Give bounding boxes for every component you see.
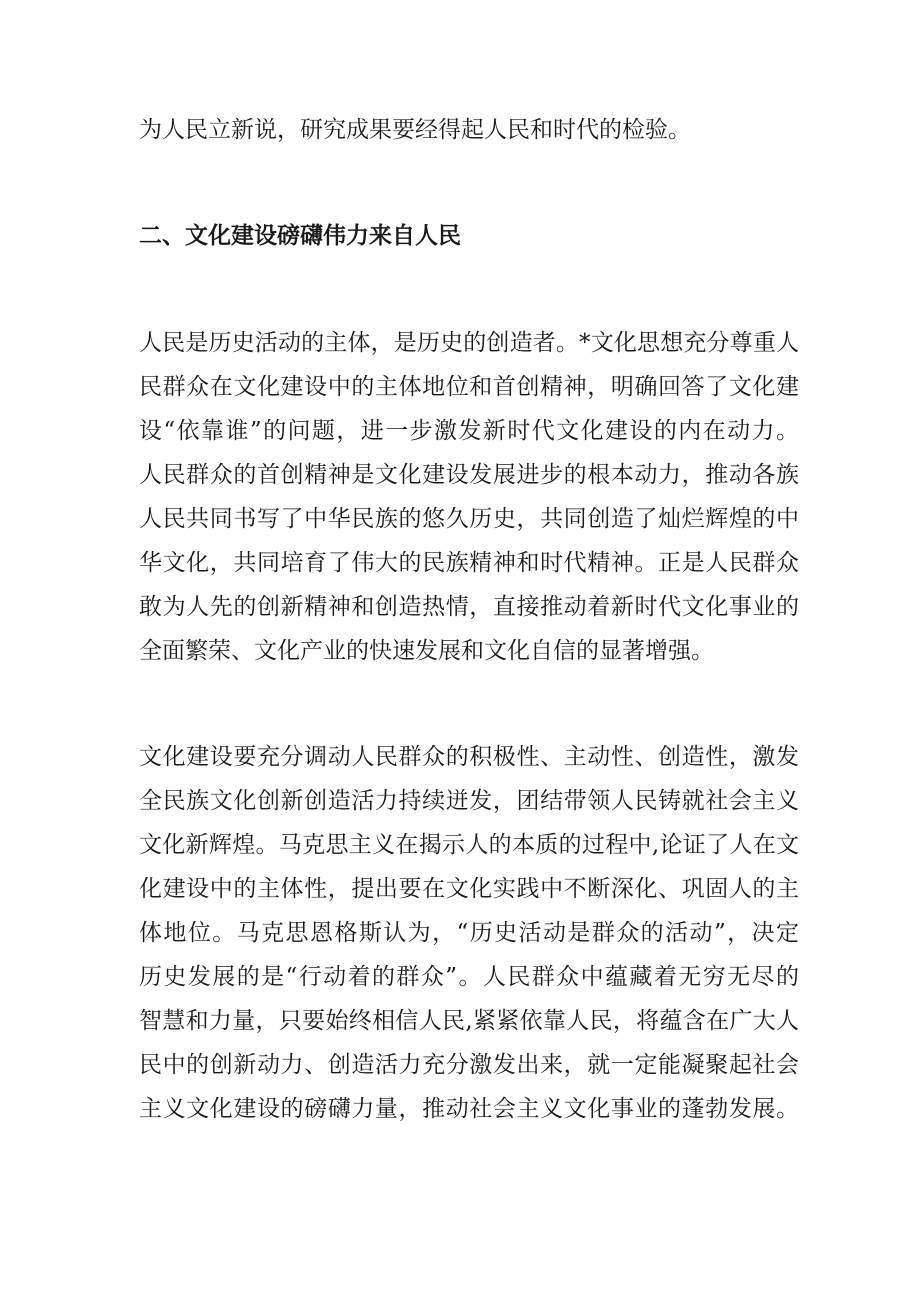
paragraph-line: 体地位。马克思恩格斯认为，“历史活动是群众的活动”，决定 (139, 920, 799, 946)
paragraph-line: 历史发展的是“行动着的群众”。人民群众中蕴藏着无穷无尽的 (139, 964, 799, 990)
paragraph-line: 主义文化建设的磅礴力量，推动社会主义文化事业的蓬勃发展。 (139, 1096, 799, 1122)
paragraph-line: 人民共同书写了中华民族的悠久历史，共同创造了灿烂辉煌的中 (139, 506, 799, 532)
paragraph-line: 民群众在文化建设中的主体地位和首创精神，明确回答了文化建 (139, 374, 799, 400)
paragraph-line: 全面繁荣、文化产业的快速发展和文化自信的显著增强。 (139, 638, 714, 664)
paragraph-line: 化建设中的主体性，提出要在文化实践中不断深化、巩固人的主 (139, 876, 799, 902)
paragraph-line: 华文化，共同培育了伟大的民族精神和时代精神。正是人民群众 (139, 550, 799, 576)
paragraph-line: 文化新辉煌。马克思主义在揭示人的本质的过程中,论证了人在文 (139, 832, 799, 858)
paragraph-line: 设“依靠谁”的问题，进一步激发新时代文化建设的内在动力。 (139, 418, 799, 444)
paragraph-line: 人民群众的首创精神是文化建设发展进步的根本动力，推动各族 (139, 462, 799, 488)
section-heading: 二、文化建设磅礴伟力来自人民 (139, 223, 461, 249)
paragraph-line: 智慧和力量，只要始终相信人民,紧紧依靠人民，将蕴含在广大人 (139, 1008, 799, 1034)
paragraph-line: 文化建设要充分调动人民群众的积极性、主动性、创造性，激发 (139, 744, 799, 770)
paragraph-line: 民中的创新动力、创造活力充分激发出来，就一定能凝聚起社会 (139, 1052, 799, 1078)
paragraph-line: 人民是历史活动的主体，是历史的创造者。*文化思想充分尊重人 (139, 330, 799, 356)
intro-line: 为人民立新说，研究成果要经得起人民和时代的检验。 (139, 117, 691, 143)
paragraph-line: 全民族文化创新创造活力持续迸发，团结带领人民铸就社会主义 (139, 788, 799, 814)
paragraph-line: 敢为人先的创新精神和创造热情，直接推动着新时代文化事业的 (139, 594, 799, 620)
